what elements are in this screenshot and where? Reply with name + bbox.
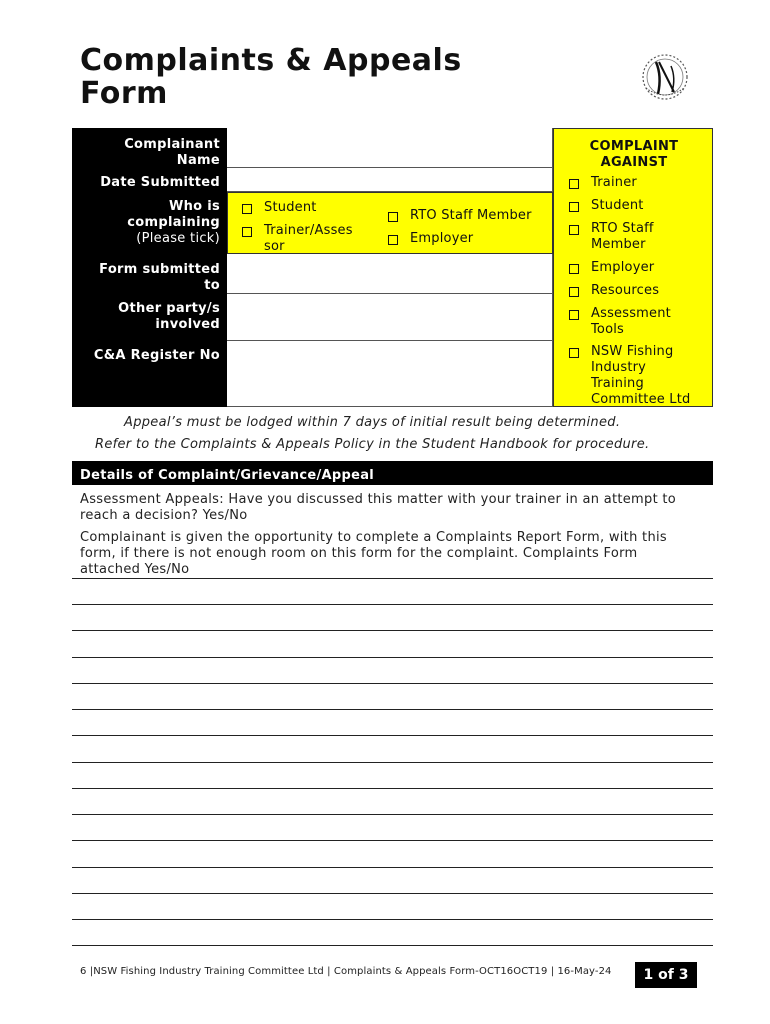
against-rto-staff-checkbox[interactable]: [569, 225, 579, 235]
writing-line: [72, 709, 713, 710]
writing-line: [72, 867, 713, 868]
against-nsw-fishing-checkbox[interactable]: [569, 348, 579, 358]
writing-line: [72, 578, 713, 579]
form-submitted-to-label: Form submitted to: [99, 262, 220, 293]
complainant-name-field[interactable]: [227, 128, 553, 168]
against-rto-staff-label: RTO Staff Member: [591, 221, 654, 252]
date-submitted-field[interactable]: [227, 168, 553, 192]
form-submitted-to-field[interactable]: [227, 254, 553, 294]
appeal-deadline-note: Appeal’s must be lodged within 7 days of initial result being determined.: [124, 415, 621, 430]
employer-checkbox[interactable]: [388, 235, 398, 245]
against-employer-label: Employer: [591, 260, 655, 275]
writing-line: [72, 840, 713, 841]
writing-line: [72, 945, 713, 946]
against-assessment-tools-checkbox[interactable]: [569, 310, 579, 320]
who-employer-label: Employer: [410, 231, 474, 246]
label-column: [72, 128, 227, 407]
against-resources-label: Resources: [591, 283, 660, 298]
writing-line: [72, 683, 713, 684]
nsw-fishing-logo-icon: [638, 48, 692, 106]
against-nsw-fishing-label: NSW Fishing Industry Training Committee Ltd: [591, 344, 691, 407]
complainant-name-label: Complainant Name: [124, 137, 220, 168]
writing-line: [72, 814, 713, 815]
page-title: [80, 44, 462, 110]
complaint-against-panel: [553, 128, 713, 407]
against-assessment-tools-label: Assessment Tools: [591, 306, 671, 337]
writing-line: [72, 893, 713, 894]
writing-line: [72, 762, 713, 763]
writing-line: [72, 604, 713, 605]
against-employer-checkbox[interactable]: [569, 264, 579, 274]
title-line-1: Complaints & Appeals: [80, 43, 462, 78]
against-trainer-label: Trainer: [591, 175, 637, 190]
complaints-form-text: Complainant is given the opportunity to complete a Complaints Report Form, with this form, if there is not enough room on this form for the complaint. Complaints Form attached Yes/No: [80, 530, 667, 577]
details-heading: Details of Complaint/Grievance/Appeal: [72, 461, 713, 485]
assessment-appeals-text: Assessment Appeals: Have you discussed this matter with your trainer in an attempt to reach a decision? Yes/No: [80, 492, 677, 523]
complaint-against-heading: COMPLAINT AGAINST: [589, 139, 679, 170]
page-number-badge: 1 of 3: [635, 962, 697, 988]
policy-reference-note: Refer to the Complaints & Appeals Policy in the Student Handbook for procedure.: [95, 437, 650, 452]
title-line-2: Form: [80, 76, 168, 111]
who-rto-staff-label: RTO Staff Member: [410, 208, 532, 223]
writing-line: [72, 630, 713, 631]
against-resources-checkbox[interactable]: [569, 287, 579, 297]
complaint-form-table: [72, 128, 713, 407]
footer-text: 6 |NSW Fishing Industry Training Committee Ltd | Complaints & Appeals Form-OCT16OCT19 | 16-May-24: [80, 966, 612, 977]
date-submitted-label: Date Submitted: [100, 175, 220, 190]
register-no-field[interactable]: [227, 341, 553, 407]
other-party-field[interactable]: [227, 294, 553, 341]
against-trainer-checkbox[interactable]: [569, 179, 579, 189]
rto-staff-checkbox[interactable]: [388, 212, 398, 222]
who-trainer-label: Trainer/Asses sor: [264, 223, 353, 254]
register-no-label: C&A Register No: [93, 348, 220, 363]
trainer-assessor-checkbox[interactable]: [242, 227, 252, 237]
writing-line: [72, 788, 713, 789]
other-party-label: Other party/s involved: [118, 301, 220, 332]
against-student-checkbox[interactable]: [569, 202, 579, 212]
writing-line: [72, 919, 713, 920]
student-checkbox[interactable]: [242, 204, 252, 214]
writing-line: [72, 735, 713, 736]
who-student-label: Student: [264, 200, 317, 215]
who-complaining-options: [227, 192, 553, 254]
against-student-label: Student: [591, 198, 644, 213]
writing-line: [72, 657, 713, 658]
who-complaining-label: Who is complaining (Please tick): [127, 199, 220, 246]
